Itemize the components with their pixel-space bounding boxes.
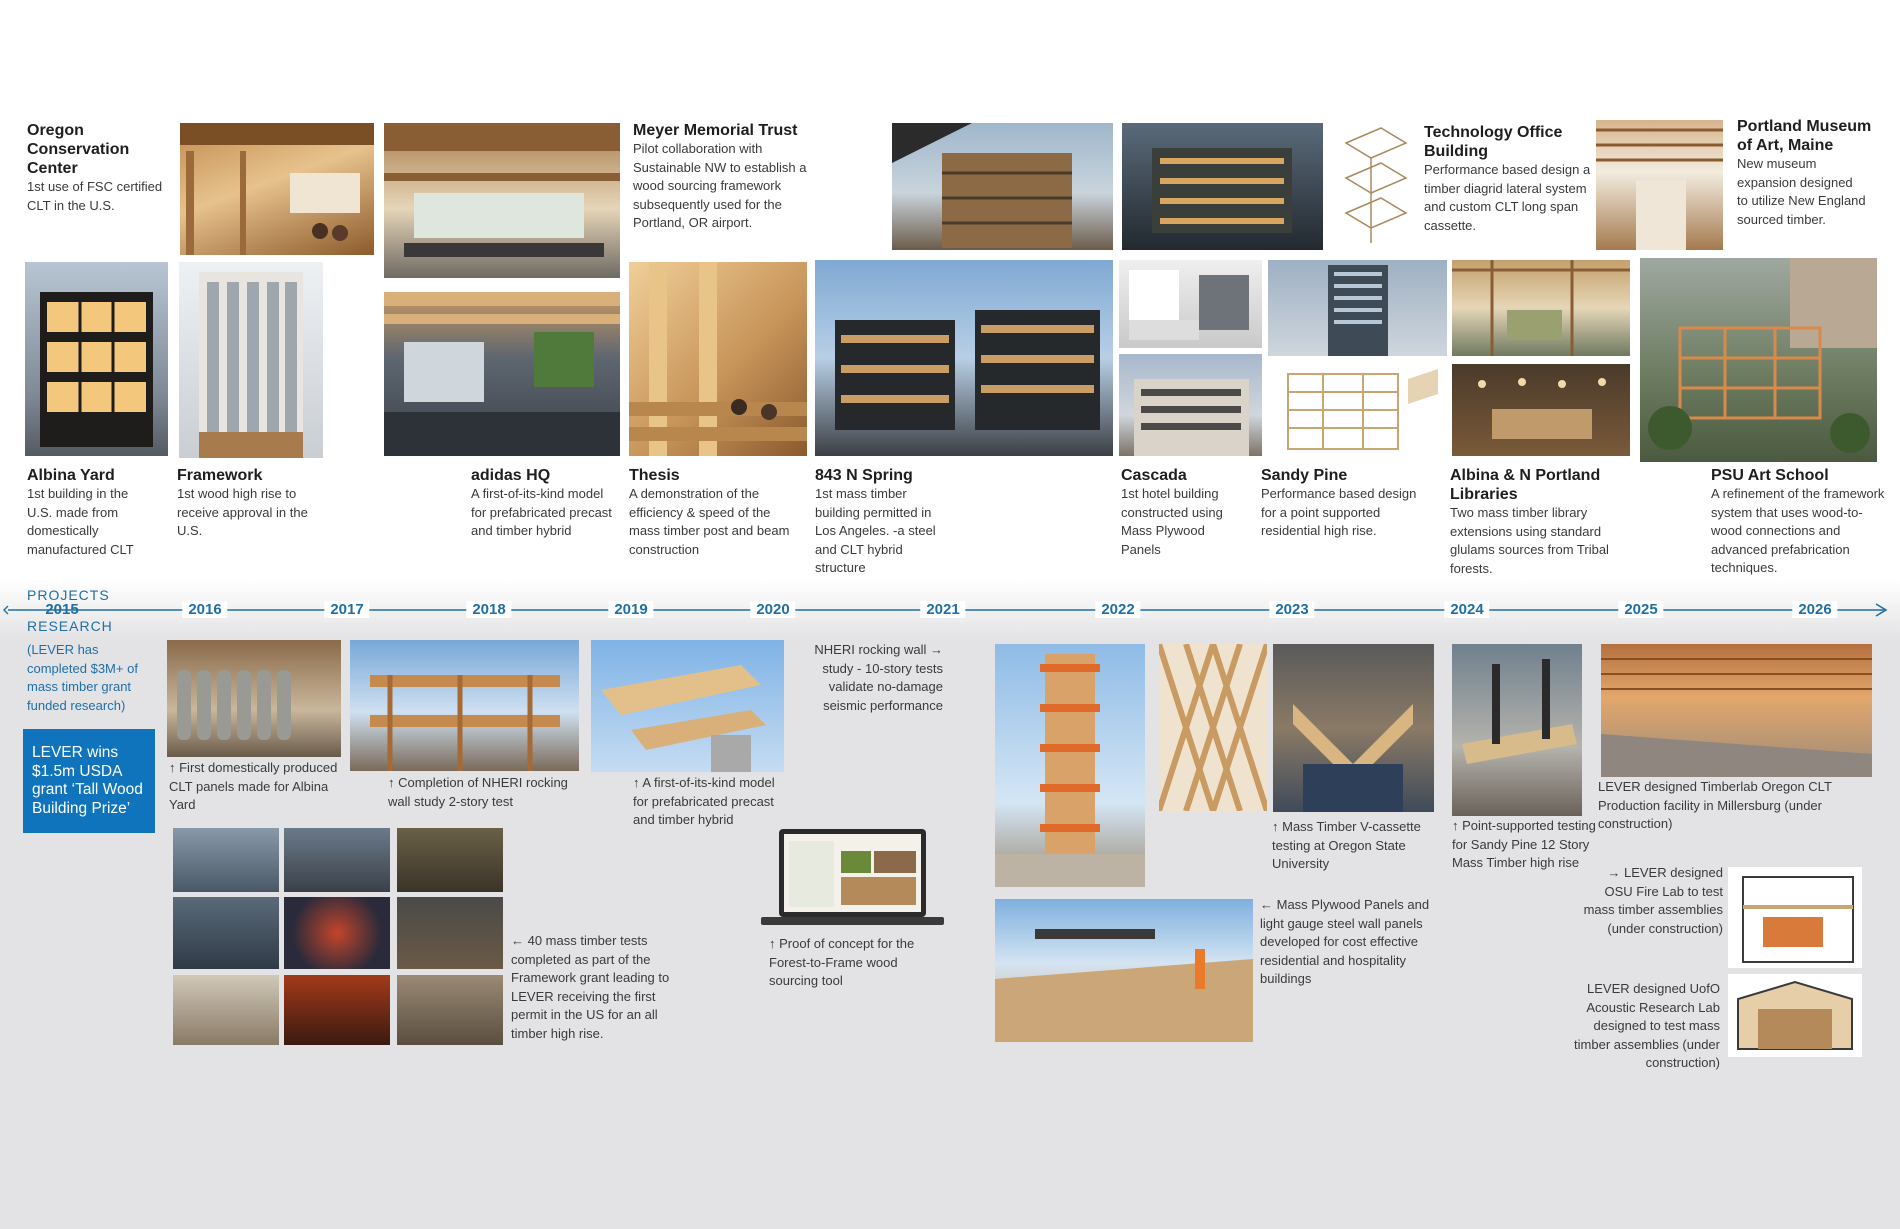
cascada-desc: 1st hotel building constructed using Mass Plywood Panels — [1121, 486, 1223, 557]
test-photo-5 — [284, 897, 390, 969]
nheri-2-story-caption: ↑ Completion of NHERI rocking wall study 2-story test — [388, 775, 568, 809]
year-2020: 2020 — [750, 601, 795, 618]
year-2025: 2025 — [1618, 601, 1663, 618]
spring-photo — [815, 260, 1113, 456]
meyer-photo — [384, 123, 620, 278]
osu-fire-lab-section — [1728, 867, 1862, 968]
v-cassette-test-photo — [1273, 644, 1434, 812]
adidas-photo — [384, 292, 620, 456]
clt-panels-photo — [167, 640, 341, 757]
year-2016: 2016 — [182, 601, 227, 618]
sandy-pine-diagram — [1268, 364, 1447, 456]
albina-yard-desc: 1st building in the U.S. made from domestically manufactured CLT — [27, 486, 134, 557]
psu-title: PSU Art School — [1711, 467, 1829, 484]
year-2021: 2021 — [920, 601, 965, 618]
sandy-pine-desc: Performance based design for a point supported residential high rise. — [1261, 486, 1417, 538]
portland-museum-desc: New museum expansion designed to utilize New England sourced timber. — [1737, 156, 1866, 227]
year-2018: 2018 — [466, 601, 511, 618]
v-cassette-caption: ↑ Mass Timber V-cassette testing at Oregon State University — [1272, 819, 1421, 871]
sandy-pine-title: Sandy Pine — [1261, 467, 1348, 484]
adidas-desc: A first-of-its-kind model for prefabricated precast and timber hybrid — [471, 486, 612, 538]
sandy-pine-render — [1268, 260, 1447, 356]
test-photo-7 — [173, 975, 279, 1045]
portland-museum-photo — [1596, 120, 1723, 250]
prize-text: LEVER wins $1.5m USDA grant ‘Tall Wood Building Prize’ — [32, 744, 143, 817]
albina-libraries-title: Albina & N Portland Libraries — [1450, 467, 1601, 503]
adidas-title: adidas HQ — [471, 467, 551, 484]
year-2026: 2026 — [1792, 601, 1837, 618]
adidas-model-caption: ↑ A first-of-its-kind model for prefabricated precast and timber hybrid — [633, 775, 775, 827]
test-photo-8 — [284, 975, 390, 1045]
year-2015: 2015 — [45, 601, 79, 618]
thesis-title: Thesis — [629, 467, 680, 484]
timberlab-photo — [1601, 644, 1872, 777]
point-supported-caption: ↑ Point-supported testing for Sandy Pine 12 Story Mass Timber high rise — [1452, 818, 1596, 870]
test-photo-4 — [173, 897, 279, 969]
tests-40-caption: ← 40 mass timber tests completed as part of the Framework grant leading to LEVER receiving the first permit in the US for an all timber high rise. — [511, 933, 670, 1041]
test-photo-6 — [397, 897, 503, 969]
thesis-photo — [629, 262, 807, 456]
test-photo-2 — [284, 828, 390, 892]
meyer-desc: Pilot collaboration with Sustainable NW to establish a wood sourcing framework subsequently used for the Portland, OR airport. — [633, 141, 807, 230]
albina-library-photo-2 — [1452, 364, 1630, 456]
nheri-10-story-photo — [995, 644, 1145, 887]
psu-desc: A refinement of the framework system that uses wood-to-wood connections and advanced prefabrication techniques. — [1711, 486, 1885, 575]
clt-panels-caption: ↑ First domestically produced CLT panels made for Albina Yard — [169, 760, 338, 812]
year-2022: 2022 — [1095, 601, 1140, 618]
projects-label: PROJECTS — [27, 587, 110, 603]
uofo-lab-section — [1728, 974, 1862, 1057]
year-2023: 2023 — [1269, 601, 1314, 618]
thesis-desc: A demonstration of the efficiency & speed of the mass timber post and beam construction — [629, 486, 790, 557]
psu-art-school-photo — [1640, 258, 1877, 462]
mass-plywood-caption: ← Mass Plywood Panels and light gauge steel wall panels developed for cost effective residential and hospitality buildings — [1260, 897, 1430, 986]
point-supported-photo — [1452, 644, 1582, 816]
framework-desc: 1st wood high rise to receive approval in the U.S. — [177, 486, 308, 538]
nheri-2-story-photo — [350, 640, 579, 771]
meyer-title: Meyer Memorial Trust — [633, 122, 798, 139]
year-2024: 2024 — [1444, 601, 1489, 618]
nheri-10-story-caption: NHERI rocking wall → study - 10-story tests validate no-damage seismic performance — [814, 642, 943, 713]
framework-title: Framework — [177, 467, 263, 484]
tech-office-render — [1122, 123, 1323, 250]
albina-yard-title: Albina Yard — [27, 467, 115, 484]
spring-tower-photo — [892, 123, 1113, 250]
prize-box — [23, 729, 155, 833]
framework-render — [179, 262, 323, 458]
oregon-title: Oregon Conservation Center — [27, 122, 130, 177]
uofo-caption: LEVER designed UofO Acoustic Research Lab designed to test mass timber assemblies (under construction) — [1574, 981, 1720, 1070]
test-photo-9 — [397, 975, 503, 1045]
forest-to-frame-laptop — [761, 829, 944, 929]
oregon-photo — [180, 123, 374, 255]
cascada-title: Cascada — [1121, 467, 1187, 484]
year-2017: 2017 — [324, 601, 369, 618]
v-cassette-diagrid-photo — [1159, 644, 1267, 811]
research-label: RESEARCH — [27, 618, 113, 634]
cascada-photo — [1119, 354, 1262, 456]
oregon-desc: 1st use of FSC certified CLT in the U.S. — [27, 179, 163, 213]
forest-to-frame-caption: ↑ Proof of concept for the Forest-to-Frame wood sourcing tool — [769, 936, 915, 988]
mass-plywood-photo — [995, 899, 1253, 1042]
spring-desc: 1st mass timber building permitted in Los Angeles. -a steel and CLT hybrid structure — [815, 486, 936, 575]
spring-title: 843 N Spring — [815, 467, 913, 484]
portland-museum-title: Portland Museum of Art, Maine — [1737, 118, 1872, 154]
research-note: (LEVER has completed $3M+ of mass timber grant funded research) — [27, 642, 138, 713]
tech-office-diagram — [1336, 123, 1408, 250]
tech-office-title: Technology Office Building — [1424, 124, 1563, 160]
albina-yard-photo — [25, 262, 168, 456]
albina-libraries-desc: Two mass timber library extensions using standard glulams sources from Tribal forests. — [1450, 505, 1609, 576]
adidas-model-photo — [591, 640, 784, 772]
timberlab-caption: LEVER designed Timberlab Oregon CLT Production facility in Millersburg (under construction) — [1598, 779, 1832, 831]
year-2019: 2019 — [608, 601, 653, 618]
test-photo-1 — [173, 828, 279, 892]
albina-library-photo-1 — [1452, 260, 1630, 356]
cascada-interior-photo — [1119, 260, 1262, 348]
tech-office-desc: Performance based design a timber diagrid lateral system and custom CLT long span cassette. — [1424, 162, 1591, 233]
osu-fire-caption: → LEVER designed OSU Fire Lab to test mass timber assemblies (under construction) — [1583, 865, 1723, 936]
test-photo-3 — [397, 828, 503, 892]
